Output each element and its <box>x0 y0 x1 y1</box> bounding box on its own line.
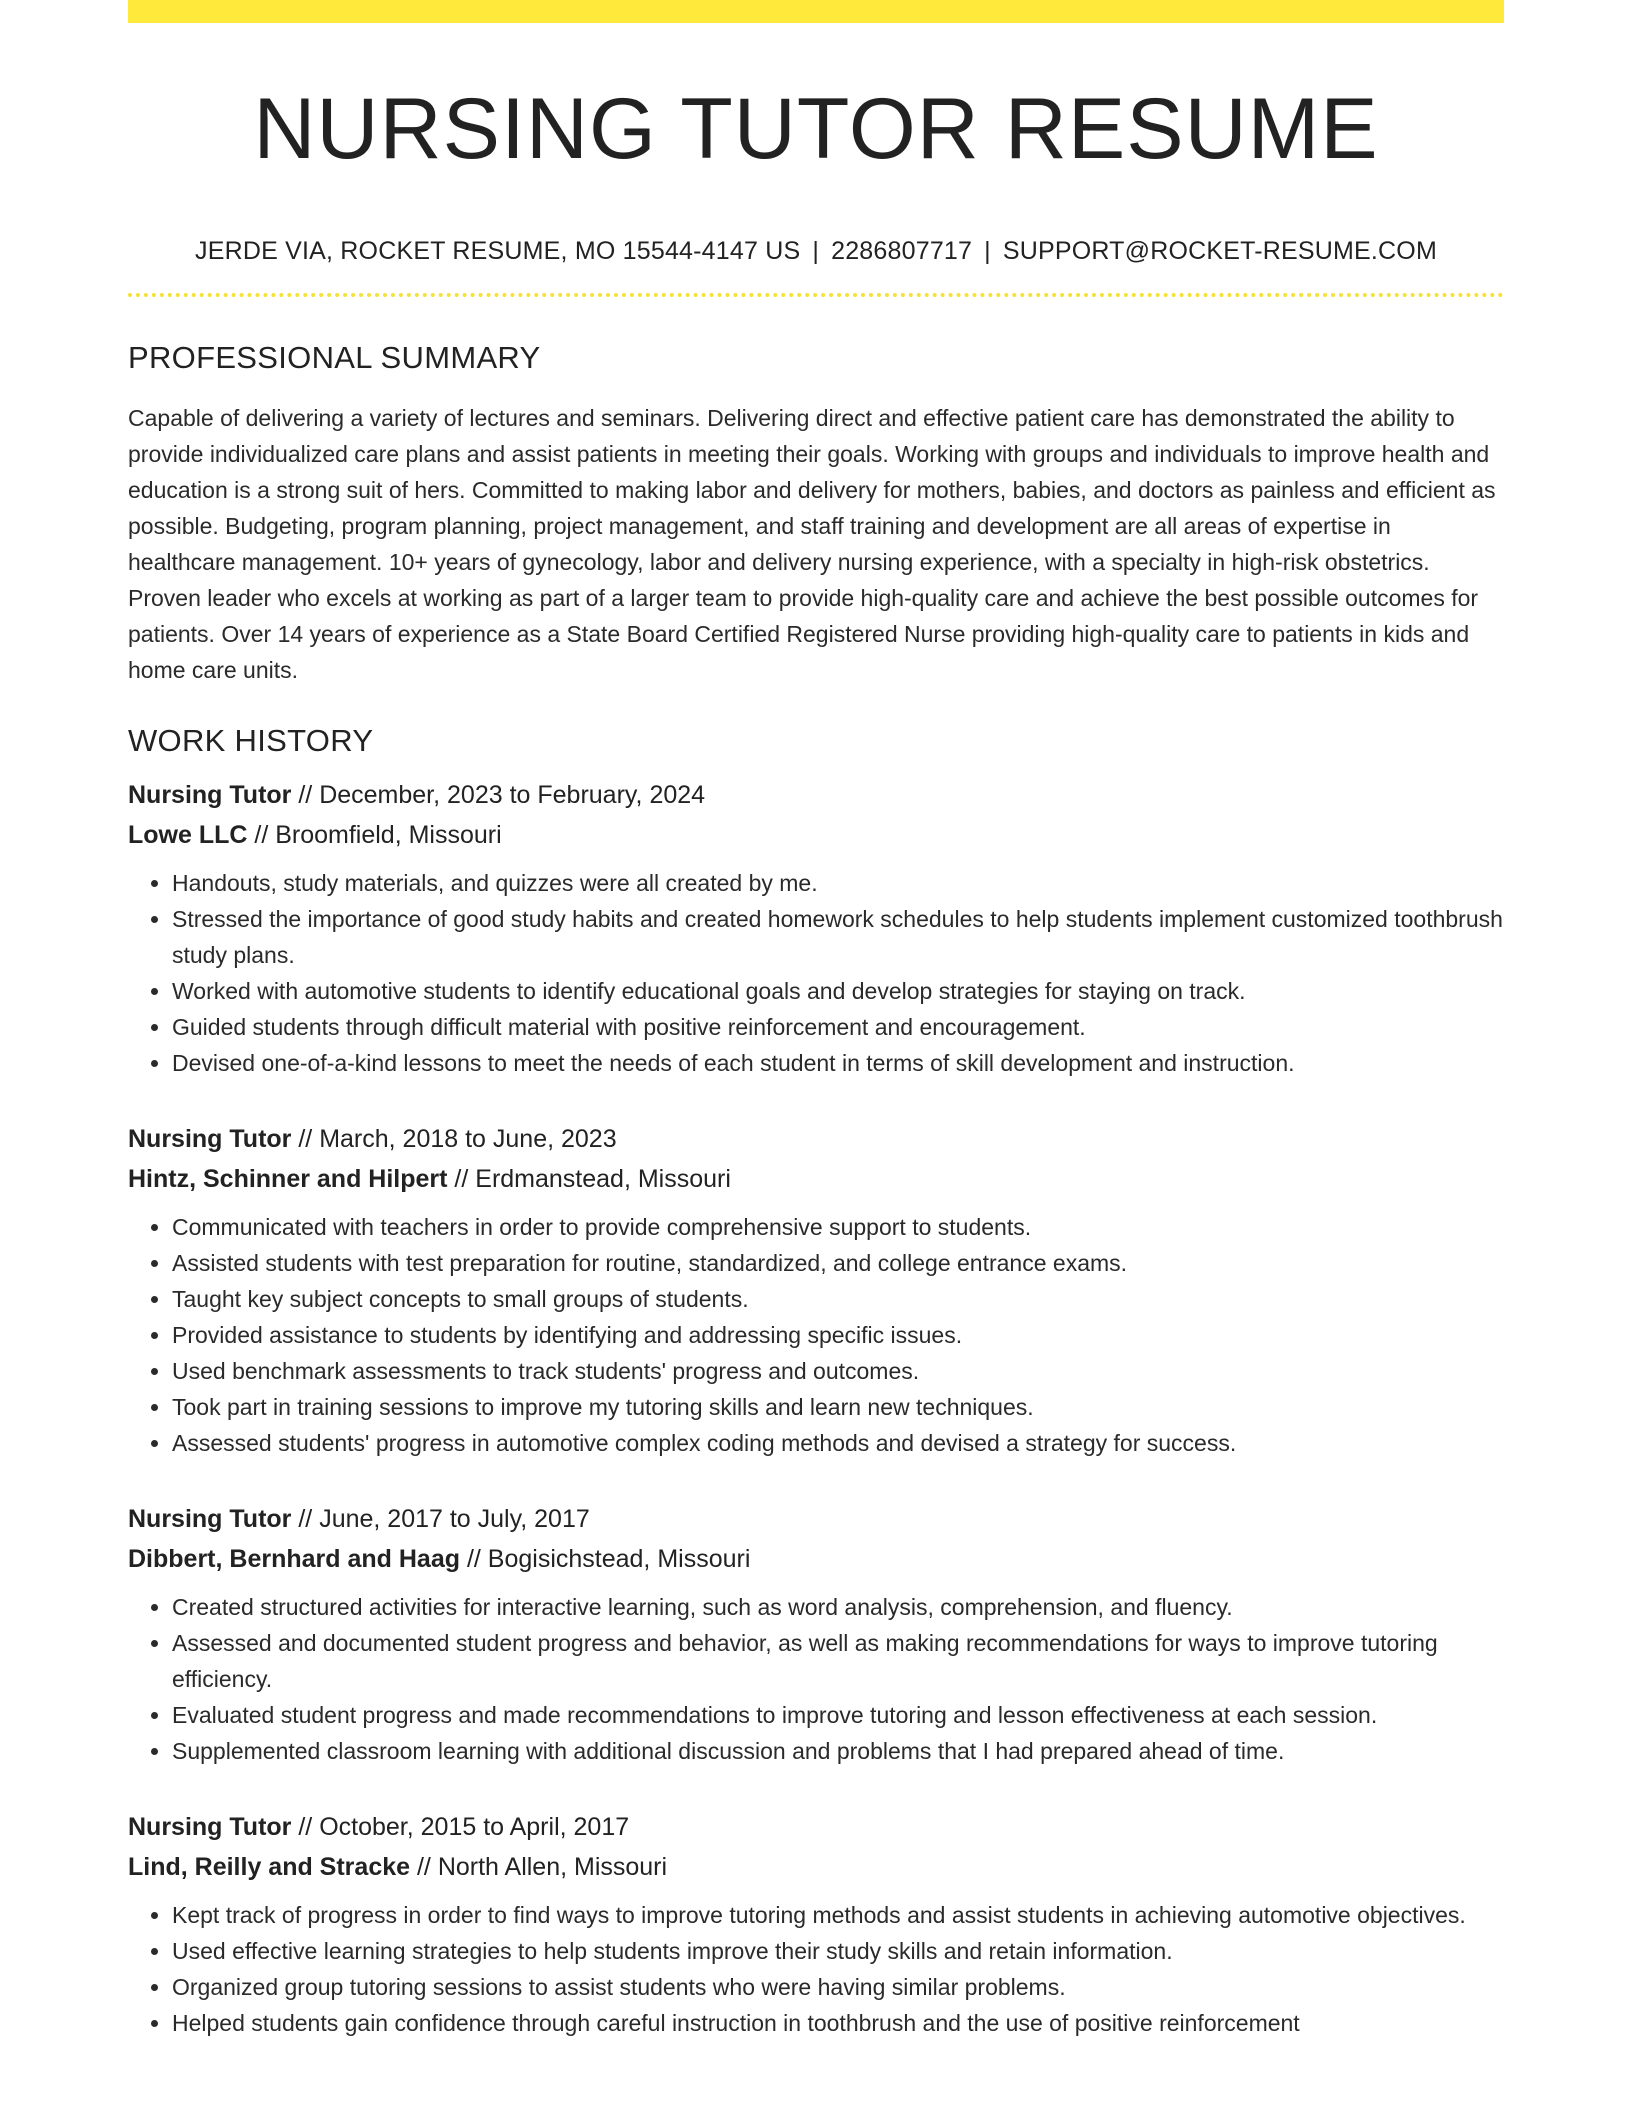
job-title: Nursing Tutor <box>128 1125 292 1154</box>
job-company: Hintz, Schinner and Hilpert <box>128 1165 448 1194</box>
job-title: Nursing Tutor <box>128 1505 292 1534</box>
contact-separator: | <box>984 237 991 265</box>
job-bullets <box>128 1209 1504 1461</box>
work-history-list <box>128 775 1504 2041</box>
job-bullet: • Stressed the importance of good study habits and created homework schedules to help students implement customized toothbrush study plans. <box>172 901 1504 973</box>
job-bullet: • Took part in training sessions to improve my tutoring skills and learn new techniques. <box>172 1389 1504 1425</box>
job-title-line <box>128 775 1504 815</box>
dotted-divider <box>128 293 1504 297</box>
job-bullet: • Communicated with teachers in order to provide comprehensive support to students. <box>172 1209 1504 1245</box>
job-bullet: • Supplemented classroom learning with additional discussion and problems that I had prepared ahead of time. <box>172 1733 1504 1769</box>
contact-email: SUPPORT@ROCKET-RESUME.COM <box>1002 237 1437 265</box>
resume-page <box>128 0 1504 2041</box>
job-entry <box>128 1119 1504 1461</box>
job-bullet: • Used effective learning strategies to help students improve their study skills and retain information. <box>172 1933 1504 1969</box>
job-dates: // March, 2018 to June, 2023 <box>291 1125 617 1154</box>
job-dates: // October, 2015 to April, 2017 <box>291 1813 630 1842</box>
job-entry <box>128 1807 1504 2041</box>
contact-phone: 2286807717 <box>831 237 973 265</box>
job-bullet: • Evaluated student progress and made recommendations to improve tutoring and lesson effectiveness at each session. <box>172 1697 1504 1733</box>
job-location: // Erdmanstead, Missouri <box>447 1165 731 1194</box>
job-company: Dibbert, Bernhard and Haag <box>128 1545 460 1574</box>
job-company: Lind, Reilly and Stracke <box>128 1853 411 1882</box>
job-location: // Broomfield, Missouri <box>247 821 502 850</box>
job-entry <box>128 775 1504 1081</box>
job-entry <box>128 1499 1504 1769</box>
contact-address: JERDE VIA, ROCKET RESUME, MO 15544-4147 US <box>195 237 801 265</box>
job-bullet: • Devised one-of-a-kind lessons to meet the needs of each student in terms of skill development and instruction. <box>172 1045 1504 1081</box>
job-bullet: • Handouts, study materials, and quizzes were all created by me. <box>172 865 1504 901</box>
job-bullet: • Kept track of progress in order to find ways to improve tutoring methods and assist students in achieving automotive objectives. <box>172 1897 1504 1933</box>
job-location: // Bogisichstead, Missouri <box>460 1545 751 1574</box>
job-bullet: • Helped students gain confidence through careful instruction in toothbrush and the use of positive reinforcement <box>172 2005 1504 2041</box>
job-dates: // December, 2023 to February, 2024 <box>291 781 706 810</box>
summary-text: Capable of delivering a variety of lectures and seminars. Delivering direct and effective patient care has demonstrated the ability to provide individualized care plans and assist patients in meeting their goals. Working with groups and individuals to improve health and education is a strong suit of hers. Committed to making labor and delivery for mothers, babies, and doctors as painless and efficient as possible. Budgeting, program planning, project management, and staff training and development are all areas of expertise in healthcare management. 10+ years of gynecology, labor and delivery nursing experience, with a specialty in high-risk obstetrics. Proven leader who excels at working as part of a larger team to provide high-quality care and achieve the best possible outcomes for patients. Over 14 years of experience as a State Board Certified Registered Nurse providing high-quality care to patients in kids and home care units. <box>128 405 1496 684</box>
job-bullet: • Organized group tutoring sessions to assist students who were having similar problems. <box>172 1969 1504 2005</box>
job-bullet: • Assessed and documented student progress and behavior, as well as making recommendations for ways to improve tutoring efficiency. <box>172 1625 1504 1697</box>
job-company-line <box>128 815 1504 855</box>
job-company-line <box>128 1847 1504 1887</box>
job-bullet: • Taught key subject concepts to small groups of students. <box>172 1281 1504 1317</box>
job-bullet: • Created structured activities for interactive learning, such as word analysis, comprehension, and fluency. <box>172 1589 1504 1625</box>
job-title: Nursing Tutor <box>128 1813 292 1842</box>
contact-separator: | <box>812 237 820 265</box>
job-bullet: • Worked with automotive students to identify educational goals and develop strategies for staying on track. <box>172 973 1504 1009</box>
job-bullet: • Provided assistance to students by identifying and addressing specific issues. <box>172 1317 1504 1353</box>
job-dates: // June, 2017 to July, 2017 <box>291 1505 590 1534</box>
job-bullet: • Used benchmark assessments to track students' progress and outcomes. <box>172 1353 1504 1389</box>
summary-heading: PROFESSIONAL SUMMARY <box>128 340 541 375</box>
job-title-line <box>128 1807 1504 1847</box>
contact-line <box>128 236 1504 266</box>
job-company: Lowe LLC <box>128 821 248 850</box>
job-title: Nursing Tutor <box>128 781 292 810</box>
job-bullet: • Assisted students with test preparation for routine, standardized, and college entrance exams. <box>172 1245 1504 1281</box>
job-company-line <box>128 1539 1504 1579</box>
job-bullets <box>128 865 1504 1081</box>
work-history-heading: WORK HISTORY <box>128 723 374 759</box>
job-title-line <box>128 1119 1504 1159</box>
resume-title: NURSING TUTOR RESUME <box>253 81 1379 177</box>
job-bullet: • Assessed students' progress in automotive complex coding methods and devised a strategy for success. <box>172 1425 1504 1461</box>
job-location: // North Allen, Missouri <box>410 1853 668 1882</box>
job-bullets <box>128 1589 1504 1769</box>
job-bullets <box>128 1897 1504 2041</box>
job-title-line <box>128 1499 1504 1539</box>
job-bullet: • Guided students through difficult material with positive reinforcement and encouragement. <box>172 1009 1504 1045</box>
accent-bar <box>128 0 1504 23</box>
job-company-line <box>128 1159 1504 1199</box>
